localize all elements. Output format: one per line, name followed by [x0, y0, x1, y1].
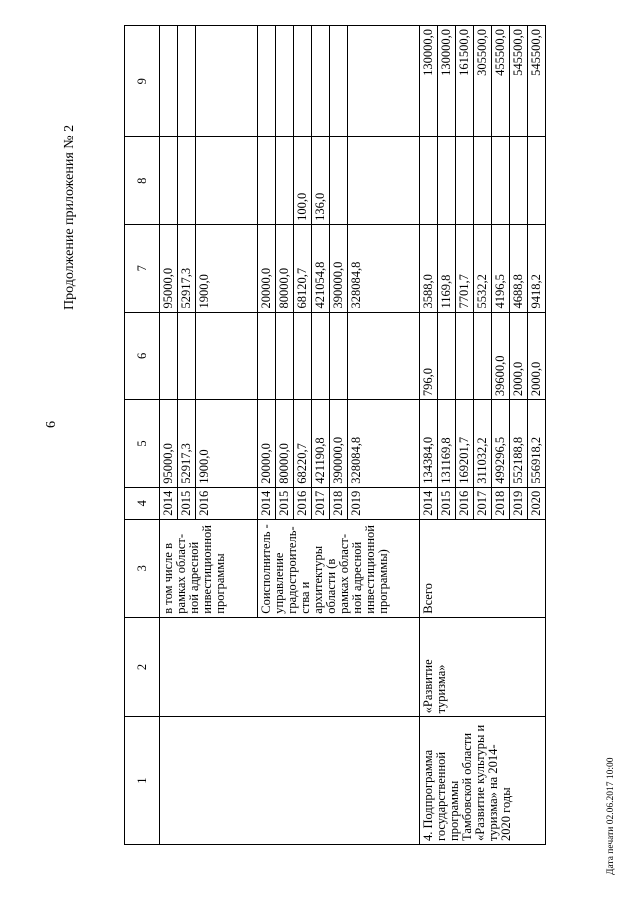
cell-col2-empty [160, 617, 420, 717]
cell-total: 20000,0 [258, 400, 276, 488]
cell-year: 2018 [330, 487, 348, 519]
table-row [420, 26, 438, 845]
cell-col9: 455500,0 [492, 26, 510, 137]
cell-col8 [348, 137, 420, 224]
cell-year: 2019 [348, 487, 420, 519]
cell-col9 [160, 26, 178, 137]
column-header: 9 [125, 26, 160, 137]
cell-col8 [178, 137, 196, 224]
budget-table [124, 25, 546, 845]
table-header-row [125, 26, 160, 845]
cell-col6 [438, 312, 456, 400]
cell-year: 2020 [528, 487, 546, 519]
cell-year: 2017 [474, 487, 492, 519]
cell-col6 [276, 312, 294, 400]
cell-year: 2014 [258, 487, 276, 519]
cell-year: 2019 [510, 487, 528, 519]
cell-program-name: «Развитие туризма» [420, 617, 546, 717]
cell-col6 [456, 312, 474, 400]
column-header: 2 [125, 617, 160, 717]
cell-total: 421190,8 [312, 400, 330, 488]
cell-col6: 796,0 [420, 312, 438, 400]
cell-col7: 7701,7 [456, 224, 474, 312]
cell-col9 [294, 26, 312, 137]
cell-col6 [160, 312, 178, 400]
cell-year: 2014 [160, 487, 178, 519]
cell-col6 [258, 312, 276, 400]
cell-col6 [178, 312, 196, 400]
cell-total: 552188,8 [510, 400, 528, 488]
cell-year: 2015 [178, 487, 196, 519]
table-body [160, 26, 546, 845]
column-header: 4 [125, 487, 160, 519]
cell-col8 [492, 137, 510, 224]
cell-year: 2018 [492, 487, 510, 519]
cell-col6 [330, 312, 348, 400]
cell-col9: 130000,0 [438, 26, 456, 137]
cell-col8 [528, 137, 546, 224]
cell-col7: 1900,0 [196, 224, 258, 312]
cell-col7: 390000,0 [330, 224, 348, 312]
page-number [44, 410, 64, 440]
cell-col6: 2000,0 [510, 312, 528, 400]
cell-col7: 52917,3 [178, 224, 196, 312]
budget-table-wrapper [124, 25, 604, 845]
column-header: 1 [125, 717, 160, 845]
cell-col9 [178, 26, 196, 137]
column-header: 7 [125, 224, 160, 312]
cell-year: 2016 [294, 487, 312, 519]
cell-col8: 136,0 [312, 137, 330, 224]
cell-total: 134384,0 [420, 400, 438, 488]
cell-col7: 5532,2 [474, 224, 492, 312]
cell-year: 2014 [420, 487, 438, 519]
cell-col9 [258, 26, 276, 137]
cell-col8 [420, 137, 438, 224]
column-header: 6 [125, 312, 160, 400]
cell-col7: 421054,8 [312, 224, 330, 312]
cell-col8 [474, 137, 492, 224]
cell-col7: 95000,0 [160, 224, 178, 312]
cell-col8 [196, 137, 258, 224]
cell-col7: 9418,2 [528, 224, 546, 312]
cell-total: 52917,3 [178, 400, 196, 488]
cell-total: 390000,0 [330, 400, 348, 488]
cell-year: 2016 [196, 487, 258, 519]
cell-col9 [196, 26, 258, 137]
cell-subprogram-name: 4. Подпрограмма государственной программы Тамбовской области «Развитие культуры и туризма» на 2014-2020 годы [420, 717, 546, 845]
cell-total: 131169,8 [438, 400, 456, 488]
cell-col7: 4688,8 [510, 224, 528, 312]
cell-col6 [474, 312, 492, 400]
cell-col9 [312, 26, 330, 137]
cell-year: 2015 [276, 487, 294, 519]
cell-col8 [456, 137, 474, 224]
column-header: 5 [125, 400, 160, 488]
appendix-caption-text: Продолжение приложения № 2 [62, 124, 77, 310]
cell-col7: 1169,8 [438, 224, 456, 312]
cell-col9 [276, 26, 294, 137]
appendix-caption [62, 124, 86, 440]
cell-col8 [438, 137, 456, 224]
cell-col9: 130000,0 [420, 26, 438, 137]
cell-col7: 328084,8 [348, 224, 420, 312]
cell-total: 556918,2 [528, 400, 546, 488]
cell-total: 311032,2 [474, 400, 492, 488]
cell-col8: 100,0 [294, 137, 312, 224]
cell-col6: 2000,0 [528, 312, 546, 400]
cell-total: 499296,5 [492, 400, 510, 488]
table-row [160, 26, 178, 845]
column-header: 3 [125, 519, 160, 617]
cell-total: 1900,0 [196, 400, 258, 488]
cell-col6 [348, 312, 420, 400]
cell-col8 [330, 137, 348, 224]
cell-total: 68220,7 [294, 400, 312, 488]
cell-col9 [348, 26, 420, 137]
cell-total: 328084,8 [348, 400, 420, 488]
cell-total: 95000,0 [160, 400, 178, 488]
cell-col8 [258, 137, 276, 224]
cell-col9: 545500,0 [528, 26, 546, 137]
cell-col9 [330, 26, 348, 137]
page-number-text: 6 [44, 421, 59, 428]
cell-col7: 4196,5 [492, 224, 510, 312]
cell-col9: 305500,0 [474, 26, 492, 137]
cell-col8 [510, 137, 528, 224]
column-header: 8 [125, 137, 160, 224]
cell-col6 [312, 312, 330, 400]
cell-col7: 68120,7 [294, 224, 312, 312]
cell-col9: 161500,0 [456, 26, 474, 137]
cell-year: 2015 [438, 487, 456, 519]
cell-col8 [160, 137, 178, 224]
cell-col1-empty [160, 717, 420, 845]
cell-col7: 20000,0 [258, 224, 276, 312]
cell-funding-source: в том числе в рамках област-ной адресной инвестиционной программы [160, 519, 258, 617]
cell-col8 [276, 137, 294, 224]
cell-col7: 80000,0 [276, 224, 294, 312]
cell-col7: 3588,0 [420, 224, 438, 312]
cell-total: 80000,0 [276, 400, 294, 488]
cell-col9: 545500,0 [510, 26, 528, 137]
cell-year: 2016 [456, 487, 474, 519]
cell-funding-source: Соисполнитель - управление градостроитель-ства и архитектуры области (в рамках област-ной адресной инвестиционной программы) [258, 519, 420, 617]
cell-year: 2017 [312, 487, 330, 519]
cell-col6: 39600,0 [492, 312, 510, 400]
cell-col6 [196, 312, 258, 400]
print-date: Дата печати 02.06.2017 10:00 [606, 757, 616, 875]
cell-funding-source: Всего [420, 519, 546, 617]
cell-total: 169201,7 [456, 400, 474, 488]
cell-col6 [294, 312, 312, 400]
